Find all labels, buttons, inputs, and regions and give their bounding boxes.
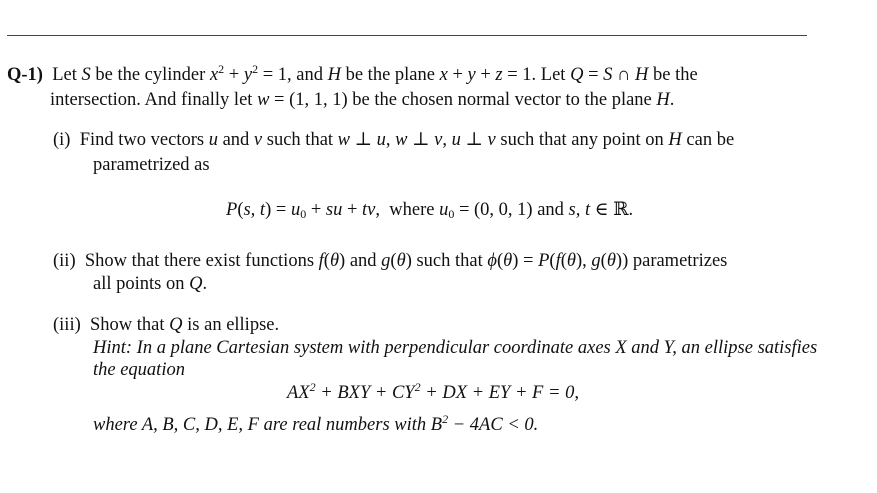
part-iii-line1: (iii) Show that Q is an ellipse. [53, 315, 280, 335]
part-iii-hint-line1: Hint: In a plane Cartesian system with perpendicular coordinate axes X and Y, an ellipse satisfies [93, 338, 818, 358]
top-divider [7, 35, 807, 36]
part-i-equation: P(s, $t) = u_0$ + su + tv, where $u_0 = (0$, 0, 1) and s, t ∈ ℝ. [226, 200, 634, 221]
part-iii-equation: $AX^2$ + BXY + $CY^2$ + DX + EY + F = 0, [287, 380, 579, 403]
part-iii-hint-line2: the equation [93, 360, 185, 380]
part-iii-hint-line3: where A, B, C, D, E, F are real numbers with $B^2 - 4AC < 0$. [93, 412, 539, 435]
question-intro-line1 [7, 64, 830, 86]
part-iii-label: (iii) [53, 315, 81, 335]
question-intro-line2: intersection. And finally let w = (1, 1, 1) be the chosen normal vector to the plane H. [50, 90, 675, 110]
part-i-line2: parametrized as [93, 155, 210, 175]
question-label: Q-1) [7, 65, 43, 85]
question-intro-text: Let S be the cylinder $x^2 + y^2 = 1$, and H be the plane x + y + z = 1. Let Q = S ∩ H be the [47, 62, 698, 85]
part-ii-line2: all points on Q. [93, 274, 208, 294]
part-ii-line1: (ii) Show that there exist functions f(θ) and g(θ) such that ϕ(θ) = P(f(θ), g(θ)) parametrizes [53, 251, 728, 271]
part-i-label: (i) [53, 130, 71, 150]
part-i-line1: (i) Find two vectors u and v such that w ⊥ u, w ⊥ v, u ⊥ v such that any point on H can be [53, 130, 735, 150]
part-ii-label: (ii) [53, 251, 76, 271]
